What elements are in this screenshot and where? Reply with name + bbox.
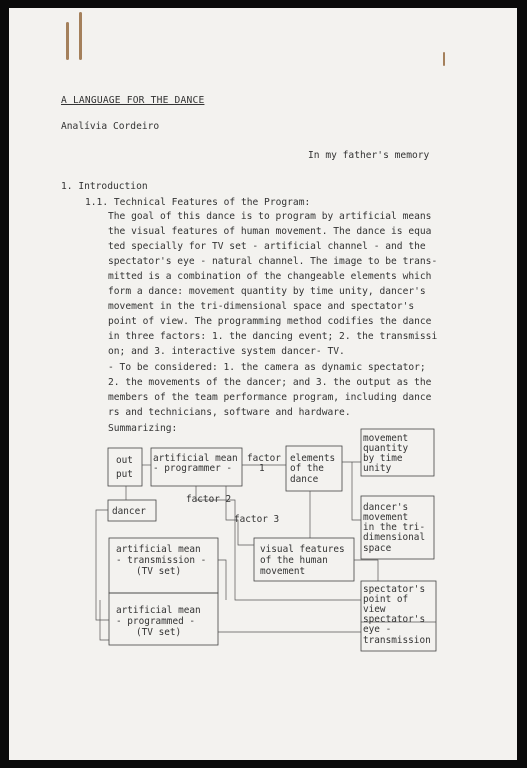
connector	[352, 462, 361, 520]
dancers-movement-label: movement	[363, 512, 409, 523]
output-box	[108, 448, 142, 486]
body-line: members of the team performance program, including dance	[108, 392, 432, 403]
body-line: spectator's eye - natural channel. The image to be trans-	[108, 256, 438, 267]
dancers-movement-label: in the tri-	[363, 522, 426, 533]
visual-features-label: visual features	[260, 544, 345, 555]
visual-features-label: movement	[260, 566, 306, 577]
body-line: on; and 3. interactive system dancer- TV.	[108, 346, 345, 357]
factor3-label: factor 3	[234, 514, 280, 525]
body-line: Summarizing:	[108, 423, 178, 434]
body-line: mitted is a combination of the changeable elements which	[108, 271, 432, 282]
section-heading: 1. Introduction	[61, 181, 148, 192]
subsection-heading: 1.1. Technical Features of the Program:	[85, 197, 311, 208]
spectator-label: point of	[363, 594, 409, 605]
spectator-label: view	[363, 604, 386, 615]
programmer-label: artificial mean	[153, 453, 238, 464]
dancers-movement-label: space	[363, 543, 392, 554]
visual-features-label: of the human	[260, 555, 328, 566]
output-label: out	[116, 455, 133, 466]
dancers-movement-label: dancer's	[363, 502, 409, 513]
body-line: The goal of this dance is to program by artificial means	[108, 211, 432, 222]
body-line: the visual features of human movement. The dance is equa	[108, 226, 432, 237]
spectator-label: eye -	[363, 624, 392, 635]
elements-label: elements	[290, 453, 336, 464]
spectator-label: spectator's	[363, 614, 426, 625]
factor1-label: factor	[247, 453, 281, 464]
dancers-movement-label: dimensional	[363, 532, 426, 543]
connector	[218, 560, 226, 600]
connector	[354, 560, 378, 581]
elements-label: dance	[290, 474, 319, 485]
programmer-label: - programmer -	[153, 463, 233, 474]
connector	[96, 510, 109, 620]
body-line: form a dance: movement quantity by time unity, dancer's	[108, 286, 426, 297]
body-line: in three factors: 1. the dancing event; 2. the transmissi	[108, 331, 438, 342]
dancer-label: dancer	[112, 506, 146, 517]
transmission-label: (TV set)	[136, 566, 182, 577]
output-label: put	[116, 469, 133, 480]
body-line: 2. the movements of the dancer; and 3. the output as the	[108, 377, 432, 388]
body-line: rs and technicians, software and hardware.	[108, 407, 351, 418]
movement-quantity-label: movement	[363, 433, 409, 444]
transmission-label: artificial mean	[116, 544, 201, 555]
body-line: point of view. The programming method codifies the dance	[108, 316, 432, 327]
movement-quantity-label: by time	[363, 453, 403, 464]
body-line: - To be considered: 1. the camera as dynamic spectator;	[108, 362, 426, 373]
elements-label: of the	[290, 463, 324, 474]
body-line: ted specially for TV set - artificial channel - and the	[108, 241, 426, 252]
document-title: A LANGUAGE FOR THE DANCE	[61, 95, 205, 106]
body-line: movement in the tri-dimensional space and spectator's	[108, 301, 415, 312]
programmed-label: - programmed -	[116, 616, 196, 627]
movement-quantity-label: unity	[363, 463, 392, 474]
transmission-label: - transmission -	[116, 555, 207, 566]
factor2-label: factor 2	[186, 494, 232, 505]
spectator-label: spectator's	[363, 584, 426, 595]
programmed-label: (TV set)	[136, 627, 182, 638]
spectator-label: transmission	[363, 635, 431, 646]
dedication: In my father's memory	[308, 150, 430, 161]
movement-quantity-label: quantity	[363, 443, 409, 454]
programmed-label: artificial mean	[116, 605, 201, 616]
factor1-label: 1	[259, 463, 265, 474]
author-name: Analívia Cordeiro	[61, 121, 160, 132]
